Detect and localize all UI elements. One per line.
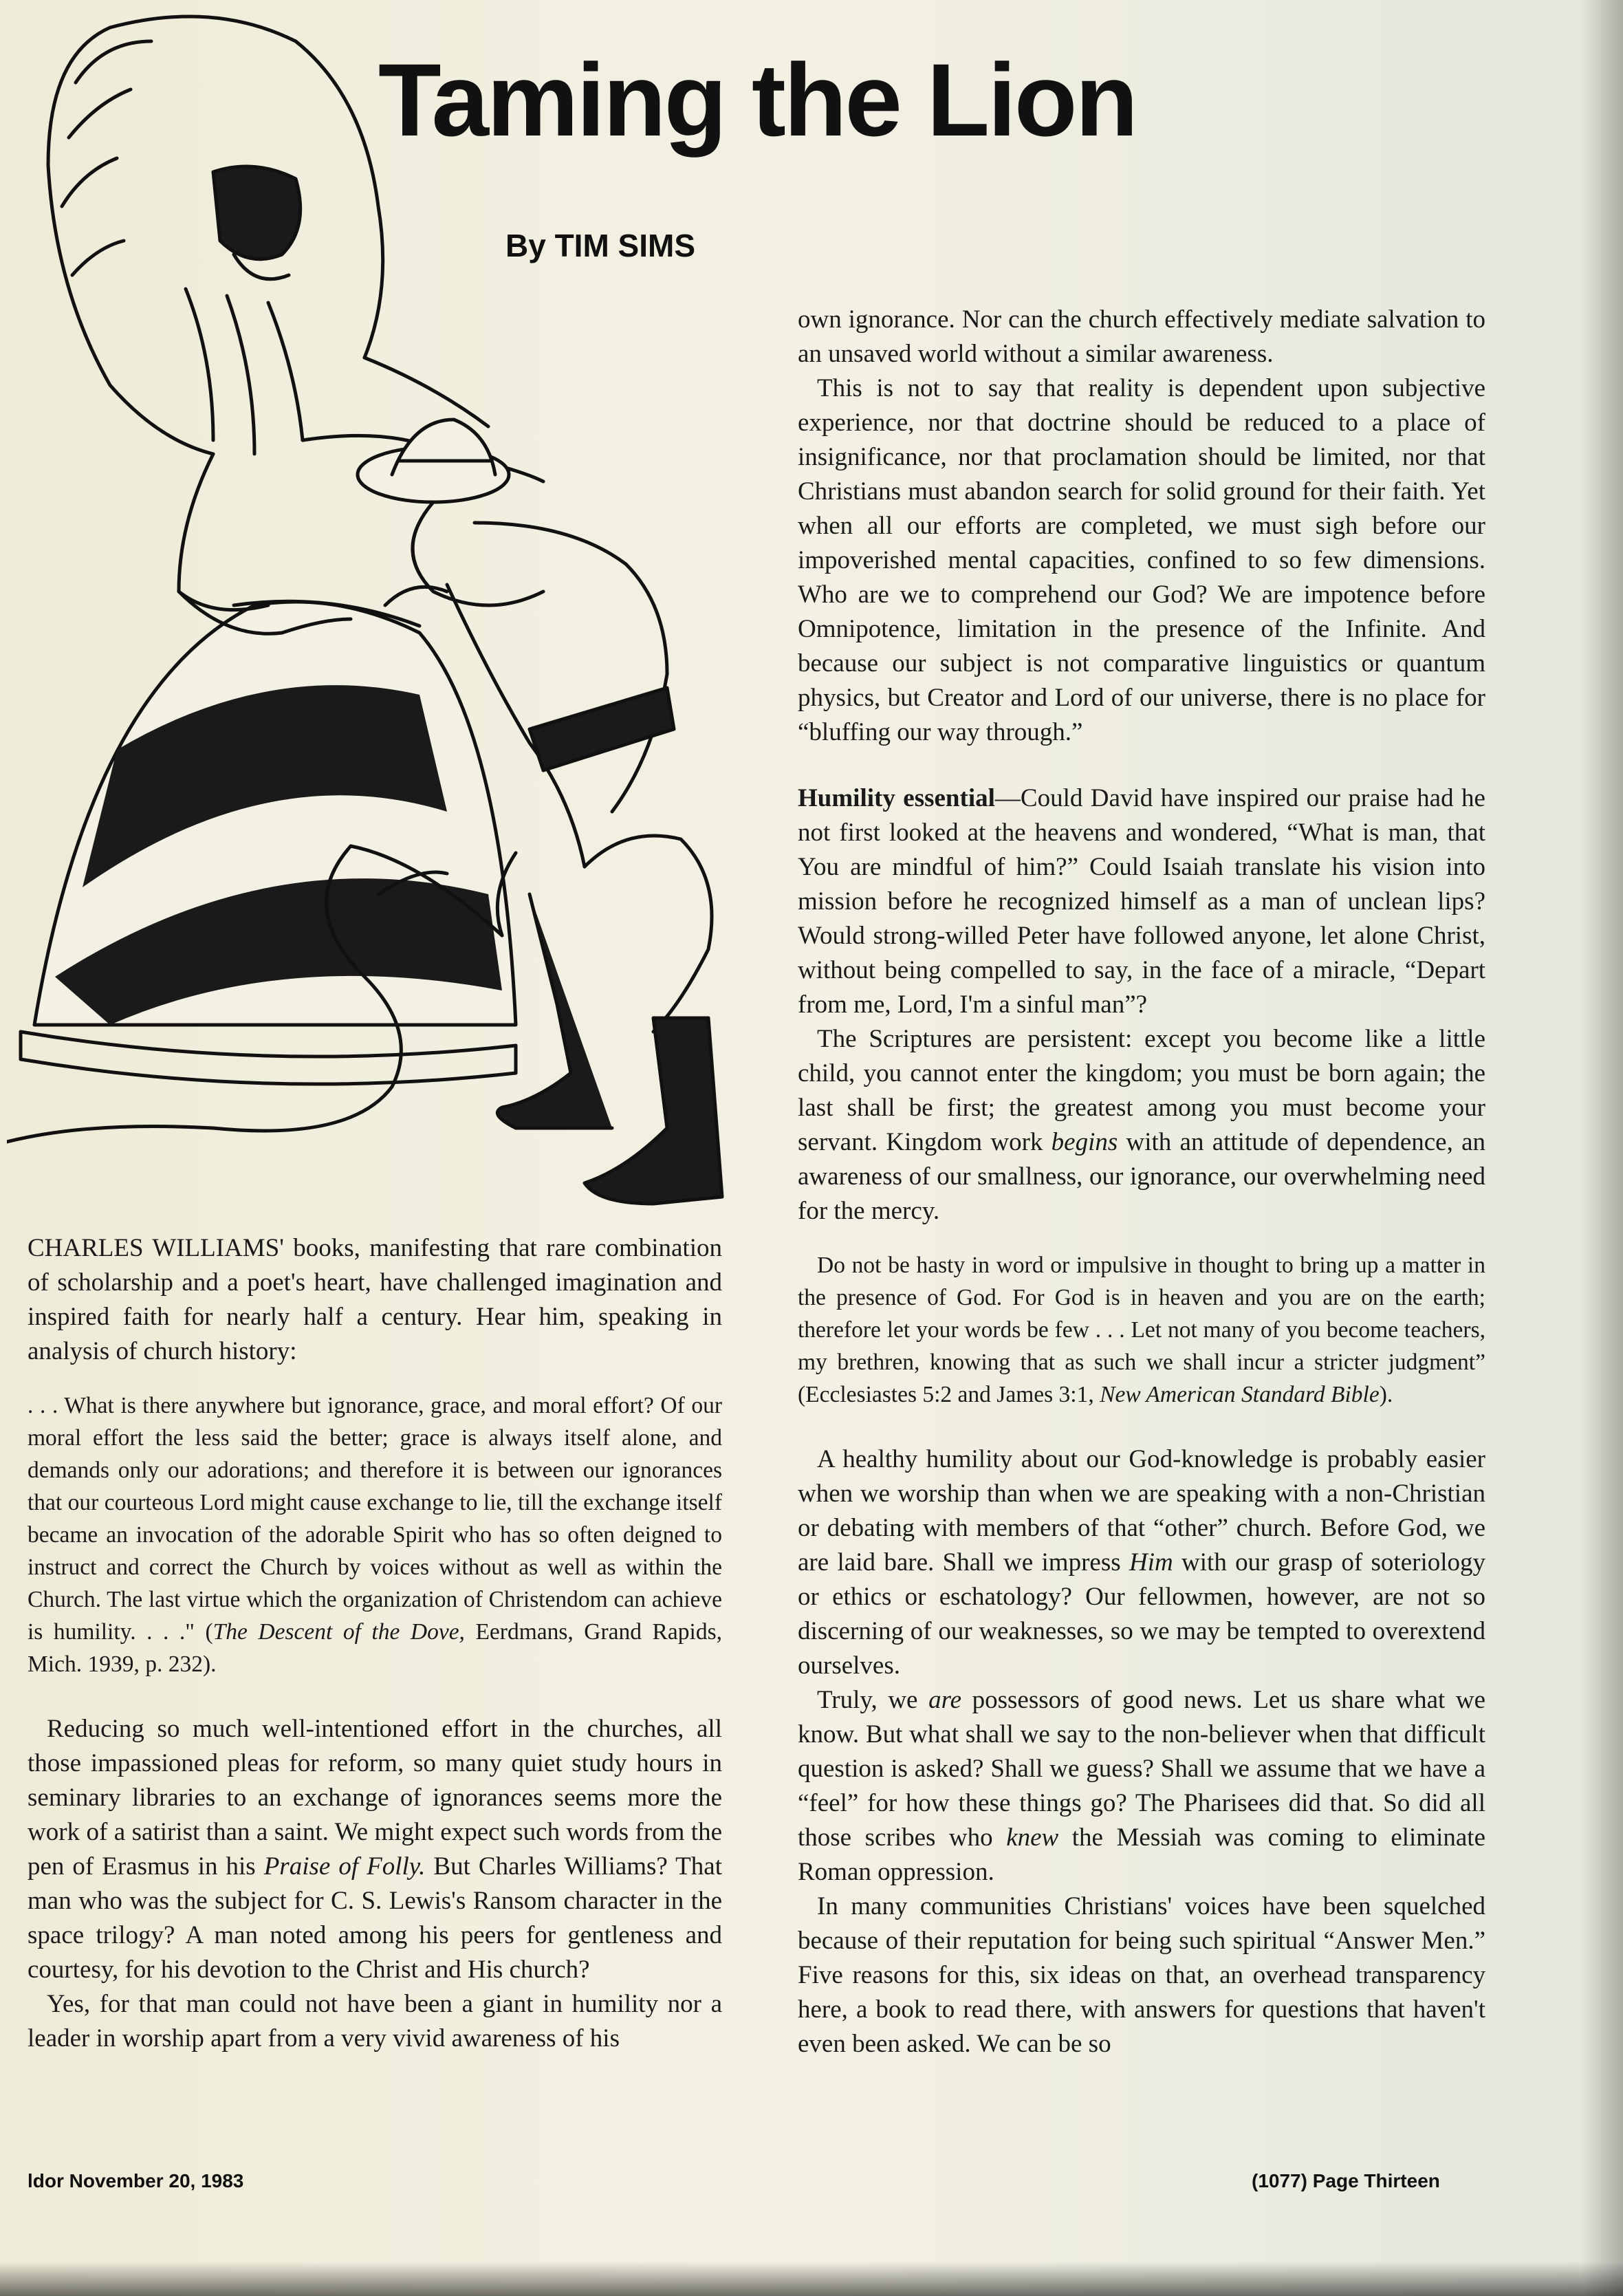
body-paragraph: A healthy humility about our God-knowledge is probably easier when we worship than when we are speaking with a non-Christian or debating with members of that “other” church. Before God, we are laid bare. Shall we impress Him with our grasp of soteriology or ethics or eschatology? Our fellowmen, however, are not so discerning of our weaknesses, so we may be tempted to overextend ourselves.: [798, 1445, 1485, 1680]
right-column: [798, 303, 1485, 2061]
footer-date: ldor November 20, 1983: [28, 2170, 244, 2191]
intro-paragraph: CHARLES WILLIAMS' books, manifesting that rare combination of scholarship and a poet's heart, have challenged imagination and inspired faith for nearly half a century. Hear him, speaking in analysis of church history:: [28, 1234, 722, 1365]
subhead: Humility essential: [798, 784, 995, 812]
body-paragraph: In many communities Christians' voices have been squelched because of their reputation for being such spiritual “Answer Men.” Five reasons for this, six ideas on that, an overhead transparency here, a book to read there, with answers for questions that haven't even been asked. We can be so: [798, 1892, 1485, 2058]
page-edge-shadow: [1582, 0, 1623, 2296]
williams-quote: . . . What is there anywhere but ignorance, grace, and moral effort? Of our moral effort the less said the better; grace is always itself alone, and demands only our adorations; and therefore it is between our ignorances that our courteous Lord might cause exchange to lie, till the exchange itself became an invocation of the adorable Spirit who has so often deigned to instruct and correct the Church by voices without as well as within the Church. The last virtue which the organization of Christendom can achieve is humility. . . ." (The Descent of the Dove, Eerdmans, Grand Rapids, Mich. 1939, p. 232).: [28, 1393, 722, 1677]
body-paragraph: Reducing so much well-intentioned effort in the churches, all those impassioned pleas for reform, so many quiet study hours in seminary libraries to an exchange of ignorances seems more the work of a satirist than a saint. We might expect such words from the pen of Erasmus in his Praise of Folly. But Charles Williams? That man who was the subject for C. S. Lewis's Ransom character in the space trilogy? A man noted among his peers for gentleness and courtesy, for his devotion to the Christ and His church?: [28, 1715, 722, 1984]
body-paragraph: Yes, for that man could not have been a giant in humility nor a leader in worship apart from a very vivid awareness of his: [28, 1990, 722, 2053]
body-paragraph: Truly, we are possessors of good news. Let us share what we know. But what shall we say to the non-believer when that difficult question is asked? Shall we guess? Shall we assume that we have a “feel” for how these things go? The Pharisees did that. So did all those scribes who knew the Messiah was coming to eliminate Roman oppression.: [798, 1686, 1485, 1886]
footer-page-number: (1077) Page Thirteen: [1252, 2170, 1440, 2191]
left-column: [28, 1231, 722, 2056]
scripture-quote: Do not be hasty in word or impulsive in thought to bring up a matter in the presence of God. For God is in heaven and you are on the earth; therefore let your words be few . . . Let not many of you become teachers, my brethren, knowing that as such we shall incur a stricter judgment” (Ecclesiastes 5:2 and James 3:1, New American Standard Bible).: [798, 1253, 1485, 1407]
body-paragraph: The Scriptures are persistent: except you become like a little child, you cannot enter the kingdom; you must be born again; the last shall be first; the greatest among you must become your servant. Kingdom work begins with an attitude of dependence, an awareness of our smallness, our ignorance, our overwhelming need for the mercy.: [798, 1025, 1485, 1225]
article-title: Taming the Lion: [378, 42, 1137, 158]
subhead-paragraph: Humility essential—Could David have inspired our praise had he not first looked at the heavens and wondered, “What is man, that You are mindful of him?” Could Isaiah translate his vision into mission before he recognized himself as a man of unclean lips? Would strong-willed Peter have followed anyone, let alone Christ, without being compelled to say, in the face of a miracle, “Depart from me, Lord, I'm a sinful man”?: [798, 784, 1485, 1019]
lion-tamer-illustration: [7, 0, 750, 1224]
body-paragraph: own ignorance. Nor can the church effectively mediate salvation to an unsaved world without a similar awareness.: [798, 305, 1485, 368]
page-bottom-shadow: [0, 2262, 1623, 2296]
body-paragraph: This is not to say that reality is dependent upon subjective experience, nor that doctrine should be reduced to a place of insignificance, nor that proclamation should be limited, nor that Christians must abandon search for solid ground for their faith. Yet when all our efforts are completed, we must sigh before our impoverished mental capacities, confined to so few dimensions. Who are we to comprehend our God? We are impotence before Omnipotence, limitation in the presence of the Infinite. And because our subject is not comparative linguistics or quantum physics, but Creator and Lord of our universe, there is no place for “bluffing our way through.”: [798, 374, 1485, 746]
pedestal-icon: [21, 601, 516, 1084]
article-byline: By TIM SIMS: [505, 228, 696, 263]
